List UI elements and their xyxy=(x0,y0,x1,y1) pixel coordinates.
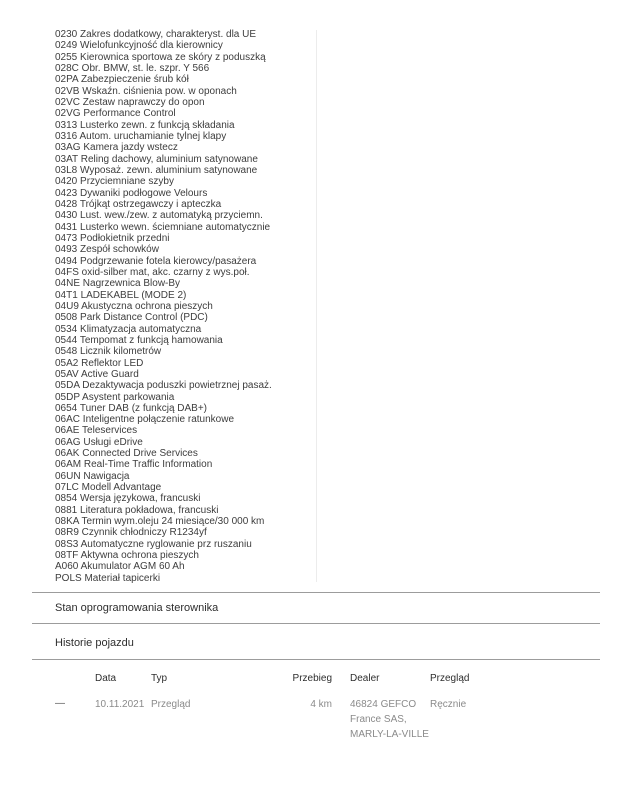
equipment-item: 028C Obr. BMW, st. le. szpr. Y 566 xyxy=(55,62,210,74)
equipment-item: 0548 Licznik kilometrów xyxy=(55,346,162,358)
row-expander-toggle[interactable]: — xyxy=(55,698,65,709)
equipment-item: 0494 Podgrzewanie fotela kierowcy/pasażera xyxy=(55,255,257,267)
row-type: Przegląd xyxy=(151,699,191,710)
section-divider-top xyxy=(32,592,600,593)
equipment-item: 0654 Tuner DAB (z funkcją DAB+) xyxy=(55,402,208,414)
row-mileage: 4 km xyxy=(310,699,332,710)
equipment-item: 06AG Usługi eDrive xyxy=(55,436,143,448)
equipment-item: 05AV Active Guard xyxy=(55,368,139,380)
equipment-item: 0316 Autom. uruchamianie tylnej klapy xyxy=(55,130,227,142)
equipment-item: 05DA Dezaktywacja poduszki powietrznej pasaż. xyxy=(55,380,272,392)
column-divider xyxy=(316,30,317,582)
equipment-item: 05A2 Reflektor LED xyxy=(55,357,144,369)
equipment-item: 02VC Zestaw naprawczy do opon xyxy=(55,96,205,108)
equipment-item: 0423 Dywaniki podłogowe Velours xyxy=(55,187,208,199)
equipment-item: 0473 Podłokietnik przedni xyxy=(55,232,170,244)
equipment-item: 08TF Aktywna ochrona pieszych xyxy=(55,550,199,562)
row-dealer: 46824 GEFCO France SAS, MARLY-LA-VILLE xyxy=(350,699,429,740)
header-przebieg: Przebieg xyxy=(292,673,332,684)
equipment-item: 04NE Nagrzewnica Blow-By xyxy=(55,278,181,290)
equipment-item: 06AE Teleservices xyxy=(55,425,138,437)
equipment-item: 0493 Zespół schowków xyxy=(55,244,159,256)
equipment-item: 06AK Connected Drive Services xyxy=(55,448,198,460)
section-software-status[interactable]: Stan oprogramowania sterownika xyxy=(55,602,219,614)
equipment-item: 0431 Lusterko wewn. ściemniane automatycznie xyxy=(55,221,271,233)
equipment-item: 08S3 Automatyczne ryglowanie prz ruszaniu xyxy=(55,538,252,550)
equipment-item: 06AC Inteligentne połączenie ratunkowe xyxy=(55,414,235,426)
section-divider-bottom xyxy=(32,659,600,660)
equipment-item: 03AT Reling dachowy, aluminium satynowane xyxy=(55,153,258,165)
section-divider-middle xyxy=(32,623,600,624)
equipment-item: 02PA Zabezpieczenie śrub kół xyxy=(55,74,189,86)
equipment-item: 0249 Wielofunkcyjność dla kierownicy xyxy=(55,40,223,52)
equipment-item: 0255 Kierownica sportowa ze skóry z poduszką xyxy=(55,51,266,63)
equipment-list xyxy=(55,29,310,584)
row-inspection: Ręcznie xyxy=(430,699,467,710)
equipment-item: 04U9 Akustyczna ochrona pieszych xyxy=(55,300,213,312)
header-typ: Typ xyxy=(151,673,168,684)
equipment-item: 02VB Wskaźn. ciśnienia pow. w oponach xyxy=(55,85,237,97)
history-row xyxy=(55,697,600,742)
equipment-item: 06AM Real-Time Traffic Information xyxy=(55,459,213,471)
section-vehicle-history[interactable]: Historie pojazdu xyxy=(55,637,134,649)
header-data: Data xyxy=(95,673,117,684)
header-dealer: Dealer xyxy=(350,673,380,684)
equipment-item: 04FS oxid-silber mat, akc. czarny z wys.poł. xyxy=(55,266,250,278)
equipment-item: 07LC Modell Advantage xyxy=(55,482,162,494)
equipment-item: 08R9 Czynnik chłodniczy R1234yf xyxy=(55,527,207,539)
header-spacer xyxy=(55,673,95,684)
equipment-item: 0534 Klimatyzacja automatyczna xyxy=(55,323,202,335)
history-table-rows xyxy=(55,697,600,742)
equipment-item: 02VG Performance Control xyxy=(55,108,176,120)
equipment-item: 0508 Park Distance Control (PDC) xyxy=(55,312,208,324)
equipment-item: 0428 Trójkąt ostrzegawczy i apteczka xyxy=(55,198,222,210)
header-przeglad: Przegląd xyxy=(430,673,470,684)
row-gap xyxy=(332,697,350,742)
equipment-item: 0854 Wersja językowa, francuski xyxy=(55,493,201,505)
equipment-item: A060 Akumulator AGM 60 Ah xyxy=(55,561,185,573)
history-table xyxy=(55,673,600,742)
equipment-item: 06UN Nawigacja xyxy=(55,470,130,482)
equipment-item: 0313 Lusterko zewn. z funkcją składania xyxy=(55,119,235,131)
equipment-item: 03L8 Wyposaż. zewn. aluminium satynowane xyxy=(55,164,258,176)
equipment-item: 0544 Tempomat z funkcją hamowania xyxy=(55,334,223,346)
equipment-item: POLS Materiał tapicerki xyxy=(55,572,161,584)
equipment-item: 05DP Asystent parkowania xyxy=(55,391,175,403)
equipment-item: 08KA Termin wym.oleju 24 miesiące/30 000 km xyxy=(55,516,265,528)
equipment-item: 0430 Lust. wew./zew. z automatyką przyciemn. xyxy=(55,210,263,222)
equipment-item: 0230 Zakres dodatkowy, charakteryst. dla UE xyxy=(55,29,257,40)
row-date: 10.11.2021 xyxy=(95,699,145,710)
equipment-item: 04T1 LADEKABEL (MODE 2) xyxy=(55,289,187,301)
history-table-header xyxy=(55,673,600,684)
equipment-item: 0420 Przyciemniane szyby xyxy=(55,176,174,188)
equipment-item: 03AG Kamera jazdy wstecz xyxy=(55,142,178,154)
equipment-item: 0881 Literatura pokładowa, francuski xyxy=(55,504,219,516)
header-gap xyxy=(332,673,350,684)
